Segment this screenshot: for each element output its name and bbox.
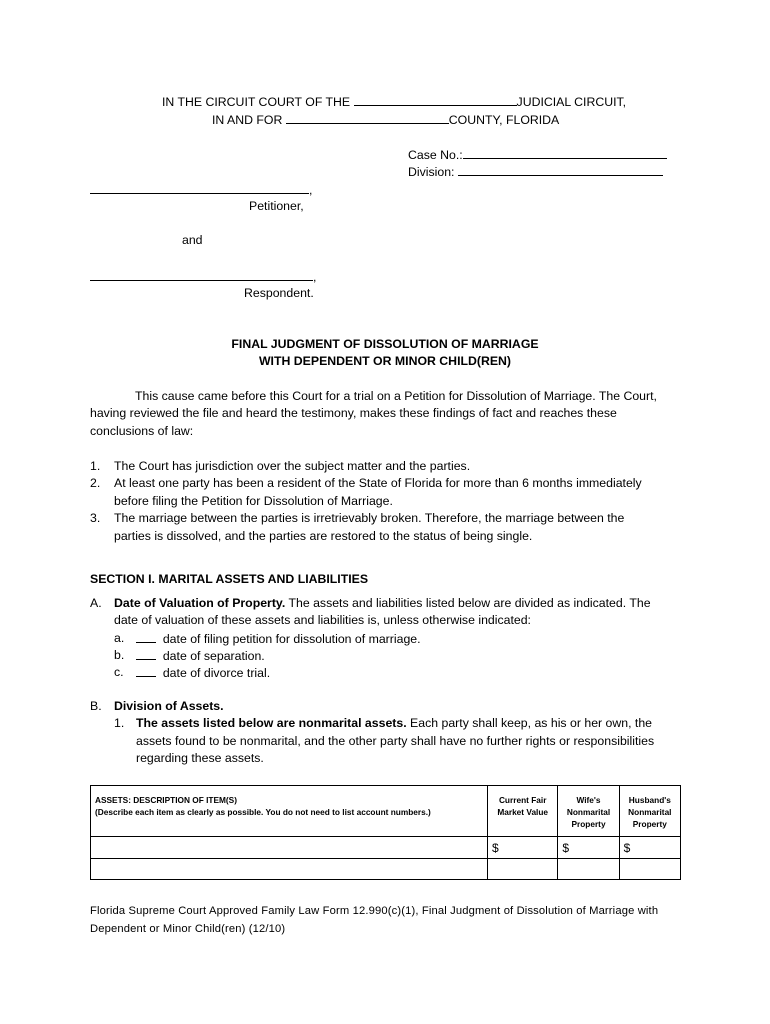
intro-line-2: having reviewed the file and heard the testimony, makes these findings of fact and reaches these	[90, 406, 617, 420]
option-a-text: date of filing petition for dissolution of marriage.	[162, 632, 421, 646]
option-b-letter: b.	[114, 648, 125, 662]
wife-property-header-line-3: Property	[571, 819, 606, 829]
county-blank[interactable]	[286, 112, 449, 124]
section-1-heading: SECTION I. MARITAL ASSETS AND LIABILITIES	[90, 572, 369, 586]
caption-county-suffix: COUNTY, FLORIDA	[448, 113, 560, 127]
finding-2-number: 2.	[90, 476, 101, 490]
item-b1-heading: The assets listed below are nonmarital assets.	[136, 716, 407, 730]
item-b1-text-1: Each party shall keep, as his or her own, the	[406, 716, 653, 730]
option-c-letter: c.	[114, 665, 124, 679]
husband-property-cell[interactable]: $	[619, 837, 680, 859]
item-b1-text-3: regarding these assets.	[136, 751, 264, 765]
judicial-circuit-blank[interactable]	[354, 94, 517, 106]
finding-2-text-line-1: At least one party has been a resident of the State of Florida for more than 6 months immediately	[114, 476, 642, 490]
table-row	[91, 859, 681, 880]
item-a-text-2: date of valuation of these assets and liabilities is, unless otherwise indicated:	[114, 613, 531, 627]
table-header-row	[91, 786, 681, 837]
item-b1-number: 1.	[114, 716, 125, 730]
market-value-header-line-2: Market Value	[497, 807, 549, 817]
description-header-title: ASSETS: DESCRIPTION OF ITEM(S)	[95, 795, 237, 805]
form-footer	[90, 902, 658, 938]
item-a-line-1	[114, 596, 651, 610]
description-header-note: (Describe each item as clearly as possible. You do not need to list account numbers.)	[95, 807, 431, 817]
item-b-heading: Division of Assets.	[114, 699, 224, 713]
option-a-checkbox-blank[interactable]	[136, 631, 156, 643]
option-b-text: date of separation.	[162, 649, 265, 663]
respondent-name-blank[interactable]	[90, 269, 313, 281]
wife-property-header	[558, 786, 619, 837]
finding-3-text-line-1: The marriage between the parties is irretrievably broken. Therefore, the marriage between the	[114, 511, 625, 525]
option-b-row	[136, 648, 265, 663]
caption-line-1	[162, 94, 626, 109]
caption-circuit-suffix: JUDICIAL CIRCUIT,	[516, 95, 627, 109]
division-blank[interactable]	[458, 164, 663, 176]
caption-circuit-prefix: IN THE CIRCUIT COURT OF THE	[162, 95, 351, 109]
market-value-cell[interactable]: $	[488, 837, 558, 859]
division-label: Division:	[408, 165, 455, 179]
husband-property-cell[interactable]	[619, 859, 680, 880]
market-value-header	[488, 786, 558, 837]
wife-property-cell[interactable]	[558, 859, 619, 880]
wife-property-header-line-2: Nonmarital	[566, 807, 611, 817]
finding-2-text-line-2: before filing the Petition for Dissolution of Marriage.	[114, 494, 393, 508]
option-a-row	[136, 631, 421, 646]
item-a-letter: A.	[90, 596, 102, 610]
market-value-header-line-1: Current Fair	[498, 795, 547, 805]
document-title-line-2: WITH DEPENDENT OR MINOR CHILD(REN)	[258, 354, 512, 368]
option-b-checkbox-blank[interactable]	[136, 648, 156, 660]
item-a-text-1: The assets and liabilities listed below are divided as indicated. The	[285, 596, 651, 610]
husband-property-header-line-3: Property	[632, 819, 667, 829]
intro-line-1: This cause came before this Court for a trial on a Petition for Dissolution of Marriage. The Court,	[135, 389, 657, 403]
case-number-label: Case No.:	[408, 148, 463, 162]
caption-county-prefix: IN AND FOR	[212, 113, 283, 127]
item-b1-text-2: assets found to be nonmarital, and the other party shall have no further rights or responsibilities	[136, 734, 655, 748]
option-c-text: date of divorce trial.	[162, 666, 271, 680]
petitioner-label: Petitioner,	[249, 199, 304, 213]
finding-1-number: 1.	[90, 459, 101, 473]
respondent-label: Respondent.	[244, 286, 314, 300]
caption-line-2	[212, 112, 559, 127]
footer-line-2: Dependent or Minor Child(ren) (12/10)	[90, 923, 286, 935]
item-a-heading: Date of Valuation of Property.	[114, 596, 286, 610]
nonmarital-assets-table	[90, 785, 681, 880]
item-b1-line-1	[136, 716, 652, 730]
husband-property-header	[619, 786, 680, 837]
wife-property-cell[interactable]: $	[558, 837, 619, 859]
option-c-checkbox-blank[interactable]	[136, 665, 156, 677]
document-title-line-1: FINAL JUDGMENT OF DISSOLUTION OF MARRIAGE	[231, 337, 539, 351]
footer-line-1: Florida Supreme Court Approved Family Law Form 12.990(c)(1), Final Judgment of Dissolution of Marriage with	[90, 905, 659, 917]
table-row	[91, 837, 681, 859]
respondent-name-row: ,	[90, 269, 316, 284]
husband-property-header-line-2: Nonmarital	[628, 807, 672, 817]
item-b-letter: B.	[90, 699, 102, 713]
market-value-cell[interactable]	[488, 859, 558, 880]
case-number-blank[interactable]	[463, 147, 667, 159]
finding-1-text: The Court has jurisdiction over the subject matter and the parties.	[114, 459, 471, 473]
intro-line-3: conclusions of law:	[90, 424, 194, 438]
division-row	[408, 164, 663, 179]
petitioner-name-row: ,	[90, 182, 312, 197]
description-header	[91, 786, 488, 837]
asset-description-cell[interactable]	[91, 859, 488, 880]
finding-3-text-line-2: parties is dissolved, and the parties are restored to the status of being single.	[114, 529, 533, 543]
petitioner-name-blank[interactable]	[90, 182, 309, 194]
asset-description-cell[interactable]	[91, 837, 488, 859]
husband-property-header-line-1: Husband's	[628, 795, 671, 805]
case-number-row	[408, 147, 667, 162]
option-c-row	[136, 665, 270, 680]
option-a-letter: a.	[114, 631, 125, 645]
and-label: and	[182, 233, 203, 247]
finding-3-number: 3.	[90, 511, 101, 525]
wife-property-header-line-1: Wife's	[576, 795, 601, 805]
